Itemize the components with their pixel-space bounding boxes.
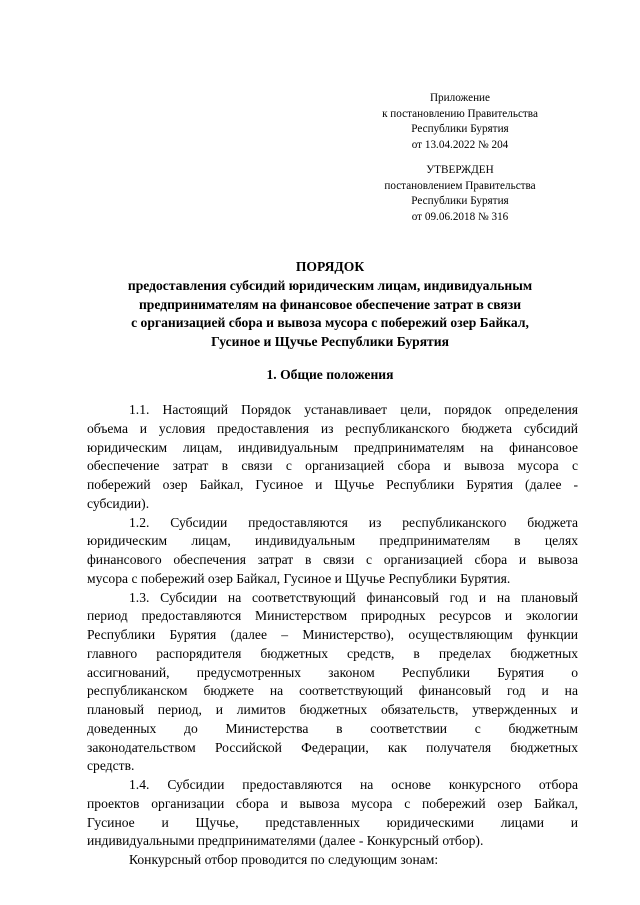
- approval-line: постановлением Правительства: [384, 179, 536, 192]
- attachment-line: от 13.04.2022 № 204: [411, 138, 509, 151]
- attachment-line: Приложение: [429, 92, 491, 104]
- paragraph-line: финансового обеспечения затрат в связи с организацией сбора и вывоза: [87, 552, 578, 567]
- paragraph-line: Республики Бурятия (далее – Министерство), осуществляющим функции: [87, 627, 578, 642]
- paragraph-line: Гусиное и Щучье, представленных юридическими лицами и: [87, 814, 578, 830]
- subtitle-line: предпринимателям на финансовое обеспечение затрат в связи: [138, 296, 522, 312]
- paragraph-line: субсидии).: [87, 495, 150, 511]
- subtitle-line: предоставления субсидий юридическим лицам, индивидуальным: [127, 278, 533, 293]
- section-heading: 1. Общие положения: [266, 367, 394, 382]
- attachment-line: Республики Бурятия: [411, 123, 509, 136]
- document-title: ПОРЯДОК: [295, 259, 365, 274]
- paragraph-line: плановый период, и лимитов бюджетных обязательств, утвержденных и: [87, 702, 578, 717]
- document-subtitle: [80, 277, 580, 352]
- paragraph-line: обеспечение затрат в связи с организацией сбора и вывоза мусора с: [87, 458, 578, 474]
- paragraph-line: ассигнований, предусмотренных законом Республики Бурятия о: [87, 664, 578, 680]
- paragraph-line: 1.1. Настоящий Порядок устанавливает цели, порядок определения: [129, 402, 578, 417]
- paragraph-line: побережий озер Байкал, Гусиное и Щучье Республики Бурятия (далее -: [87, 477, 578, 492]
- paragraph-line: юридическим лицам, индивидуальным предпринимателям на финансовое: [87, 439, 578, 455]
- paragraph-line: период предоставляются Министерством природных ресурсов и экологии: [87, 608, 578, 624]
- paragraph-line: объема и условия предоставления из республиканского бюджета субсидий: [87, 420, 578, 436]
- subtitle-line: Гусиное и Щучье Республики Бурятия: [211, 334, 449, 350]
- document-body: [87, 401, 578, 870]
- paragraph-line: республиканском бюджете на соответствующий финансовый год и на: [87, 683, 578, 699]
- attachment-line: к постановлению Правительства: [382, 107, 538, 120]
- paragraph-line: 1.2. Субсидии предоставляются из республиканского бюджета: [129, 514, 578, 530]
- paragraph-line: проектов организации сбора и вывоза мусора с побережий озер Байкал,: [87, 795, 578, 811]
- approval-line: УТВЕРЖДЕН: [426, 164, 494, 176]
- approval-line: Республики Бурятия: [411, 195, 509, 208]
- attachment-stamp: [330, 91, 590, 153]
- paragraph-line: юридическим лицам, индивидуальным предпринимателям в целях: [87, 533, 578, 549]
- paragraph-line: доведенных до Министерства в соответствии с бюджетным: [87, 720, 578, 736]
- paragraph-line: законодательством Российской Федерации, как получателя бюджетных: [87, 739, 578, 755]
- paragraph-line: 1.4. Субсидии предоставляются на основе конкурсного отбора: [129, 777, 578, 792]
- approval-stamp: [330, 163, 590, 225]
- paragraph-line: средств.: [87, 758, 135, 774]
- paragraph-line: индивидуальными предпринимателями (далее - Конкурсный отбор).: [87, 833, 484, 849]
- paragraph-line: мусора с побережий озер Байкал, Гусиное и Щучье Республики Бурятия.: [87, 570, 511, 586]
- paragraph-line: Конкурсный отбор проводится по следующим зонам:: [129, 852, 439, 867]
- paragraph-line: главного распорядителя бюджетных средств, в пределах бюджетных: [87, 645, 578, 661]
- subtitle-line: с организацией сбора и вывоза мусора с побережий озер Байкал,: [131, 315, 529, 331]
- approval-line: от 09.06.2018 № 316: [411, 210, 509, 223]
- paragraph-line: 1.3. Субсидии на соответствующий финансовый год и на плановый: [129, 589, 578, 605]
